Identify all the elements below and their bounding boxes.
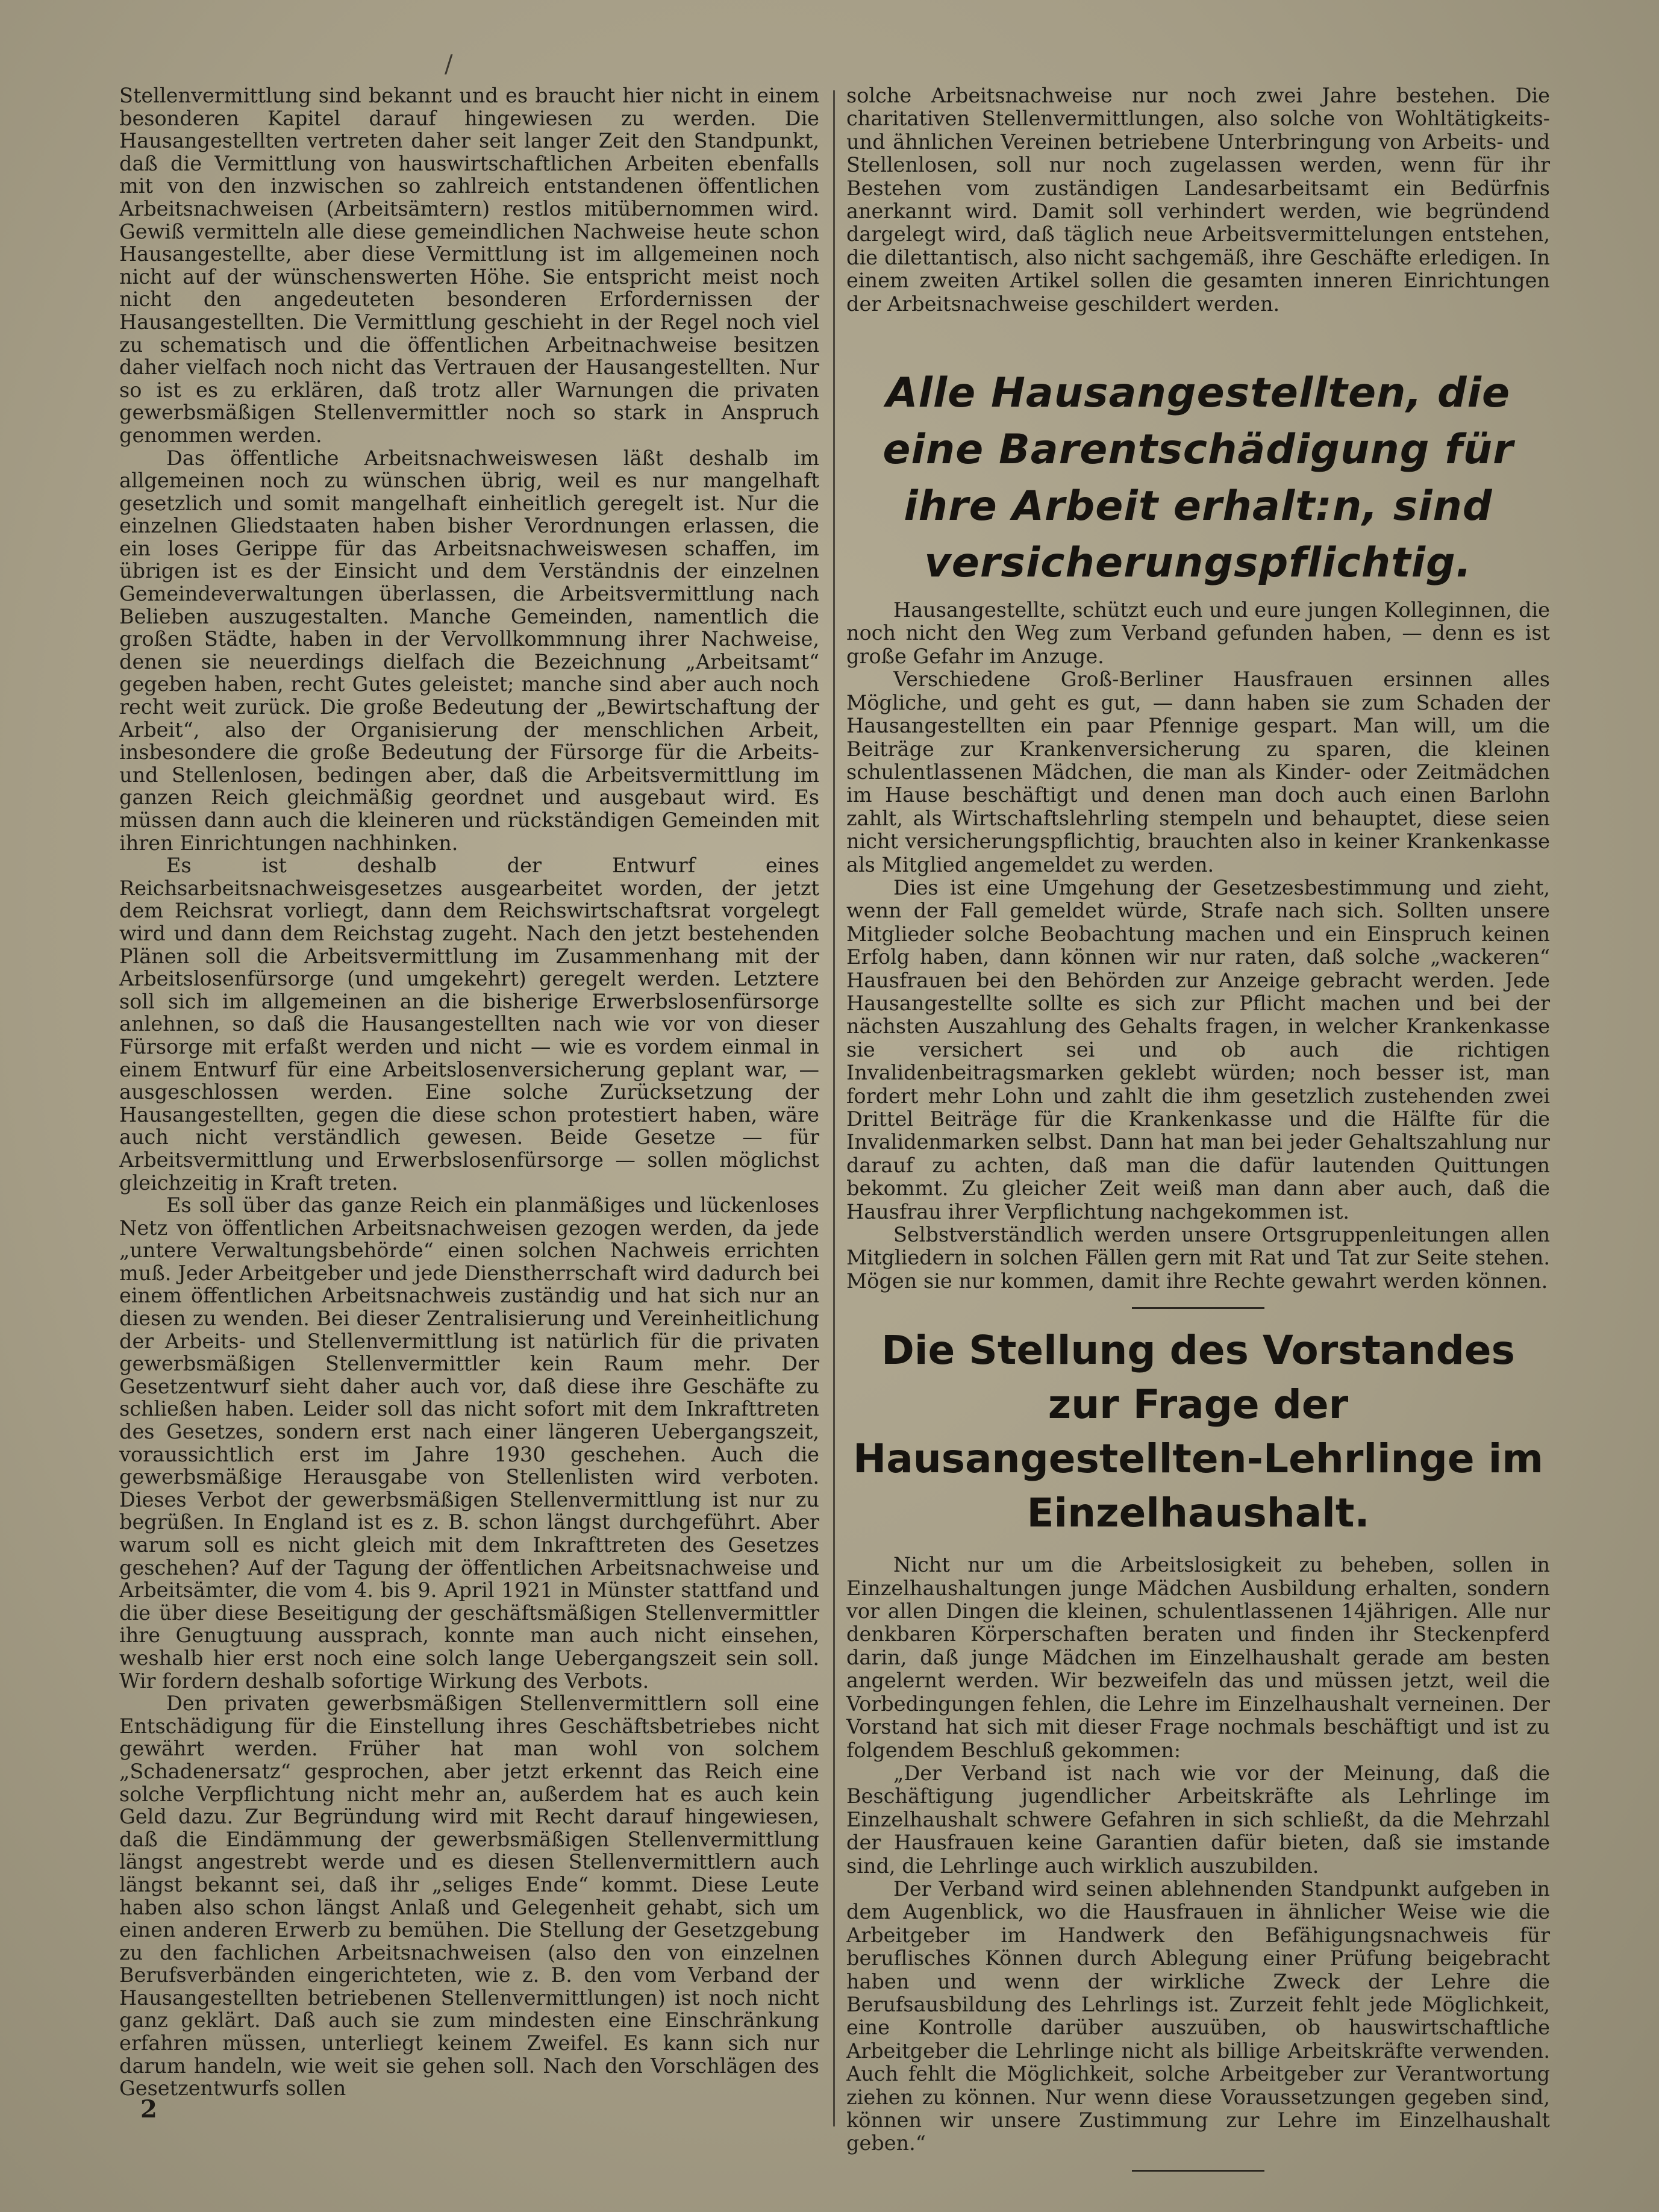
apprentices-paragraph-1: Nicht nur um die Arbeitslosigkeit zu beheben, sollen in Einzelhaushaltungen junge Mädchen Ausbildung erhalten, sondern vor allen Dingen die kleinen, schulentlassenen 14jährigen. Alle nur denkbaren Körperschaften beraten und finden ihr Steckenpferd darin, daß junge Mädchen im Einzelhaushalt gerade am besten angelernt werden. Wir bezweifeln das und müssen jetzt, weil die Vorbedingungen fehlen, die Lehre im Einzelhaushalt verneinen. Der Vorstand hat sich mit dieser Frage nochmals beschäftigt und ist zu folgendem Beschluß gekommen: <box>846 1553 1550 1762</box>
page-number: 2 <box>140 2095 157 2123</box>
left-paragraph-1: Stellenvermittlung sind bekannt und es braucht hier nicht in einem besonderen Kapitel darauf hingewiesen zu werden. Die Hausangestellten vertreten daher seit langer Zeit den Standpunkt, daß die Vermittlung von hauswirtschaftlichen Arbeiten ebenfalls mit von den inzwischen so zahlreich entstandenen öffentlichen Arbeitsnachweisen (Arbeitsämtern) restlos mitübernommen wird. Gewiß vermitteln alle diese gemeindlichen Nachweise heute schon Hausangestellte, aber diese Vermittlung ist im allgemeinen noch nicht auf der wünschenswerten Höhe. Sie entspricht meist noch nicht den angedeuteten besonderen Erfordernissen der Hausangestellten. Die Vermittlung geschieht in der Regel noch viel zu schematisch und die öffentlichen Arbeitnachweise besitzen daher vielfach noch nicht das Vertrauen der Hausangestellten. Nur so ist es zu erklären, daß trotz aller Warnungen die privaten gewerbsmäßigen Stellenvermittler noch so stark in Anspruch genommen werden. <box>119 84 819 447</box>
section-divider-rule <box>1132 1307 1264 1309</box>
insurance-paragraph-1: Hausangestellte, schützt euch und eure jungen Kolleginnen, die noch nicht den Weg zum Verband gefunden haben, — denn es ist große Gefahr im Anzuge. <box>846 598 1550 668</box>
end-divider-rule <box>1132 2170 1264 2172</box>
left-paragraph-2: Das öffentliche Arbeitsnachweiswesen läßt deshalb im allgemeinen noch zu wünschen übrig, weil es nur mangelhaft gesetzlich und somit mangelhaft einheitlich geregelt ist. Nur die einzelnen Gliedstaaten haben bisher Verordnungen erlassen, die ein loses Gerippe für das Arbeitsnachweiswesen schaffen, im übrigen ist es der Einsicht und dem Verständnis der einzelnen Gemeindeverwaltungen überlassen, die Arbeitsvermittlung nach Belieben auszugestalten. Manche Gemeinden, namentlich die großen Städte, haben in der Vervollkommnung ihrer Nachweise, denen sie neuerdings dielfach die Bezeichnung „Arbeitsamt“ gegeben haben, recht Gutes geleistet; manche sind aber auch noch recht weit zurück. Die große Bedeutung der „Bewirtschaftung der Arbeit“, also der Organisierung der menschlichen Arbeit, insbesondere die große Bedeutung der Fürsorge für die Arbeits- und Stellenlosen, bedingen aber, daß die Arbeitsvermittlung im ganzen Reich gleichmäßig geordnet und ausgebaut wird. Es müssen dann auch die kleineren und rückständigen Gemeinden mit ihren Einrichtungen nachhinken. <box>119 446 819 855</box>
column-divider <box>833 90 835 2126</box>
left-paragraph-4: Es soll über das ganze Reich ein planmäßiges und lückenloses Netz von öffentlichen Arbeitsnachweisen gezogen werden, da jede „untere Verwaltungsbehörde“ einen solchen Nachweis errichten muß. Jeder Arbeitgeber und jede Dienstherrschaft wird dadurch bei einem öffentlichen Arbeitsnachweis zuständig und hat sich nur an diesen zu wenden. Bei dieser Zentralisierung und Vereinheitlichung der Arbeits- und Stellenvermittlung ist natürlich für die privaten gewerbsmäßigen Stellenvermittler kein Raum mehr. Der Gesetzentwurf sieht daher auch vor, daß diese ihre Geschäfte zu schließen haben. Leider soll das nicht sofort mit dem Inkrafttreten des Gesetzes, sondern erst nach einer längeren Uebergangszeit, voraussichtlich erst im Jahre 1930 geschehen. Auch die gewerbsmäßige Herausgabe von Stellenlisten wird verboten. Dieses Verbot der gewerbsmäßigen Stellenvermittlung ist nur zu begrüßen. In England ist es z. B. schon längst durchgeführt. Aber warum soll es nicht gleich mit dem Inkrafttreten des Gesetzes geschehen? Auf der Tagung der öffentlichen Arbeitsnachweise und Arbeitsämter, die vom 4. bis 9. April 1921 in Münster stattfand und die über diese Beseitigung der geschäftsmäßigen Stellenvermittler ihre Genugtuung aussprach, konnte man auch nicht einsehen, weshalb hier erst noch eine solch lange Uebergangszeit sein soll. Wir fordern deshalb sofortige Wirkung des Verbots. <box>119 1193 819 1693</box>
right-intro-paragraph: solche Arbeitsnachweise nur noch zwei Jahre bestehen. Die charitativen Stellenvermittlungen, also solche von Wohltätigkeits- und ähnlichen Vereinen betriebene Unterbringung von Arbeits- und Stellenlosen, soll nur noch zugelassen werden, wenn für ihr Bestehen vom zuständigen Landesarbeitsamt ein Bedürfnis anerkannt wird. Damit soll verhindert werden, wie begründend dargelegt wird, daß täglich neue Arbeitsvermittelungen entstehen, die dilettantisch, also nicht sachgemäß, ihre Geschäfte erledigen. In einem zweiten Artikel sollen die gesamten inneren Einrichtungen der Arbeitsnachweise geschildert werden. <box>846 84 1550 316</box>
right-column <box>846 84 1550 2186</box>
corner-pen-mark: / <box>445 51 453 78</box>
left-paragraph-5: Den privaten gewerbsmäßigen Stellenvermittlern soll eine Entschädigung für die Einstellung ihres Geschäftsbetriebes nicht gewährt werden. Früher hat man wohl von solchem „Schadenersatz“ gesprochen, aber jetzt erkennt das Reich eine solche Verpflichtung nicht mehr an, außerdem hat es auch kein Geld dazu. Zur Begründung wird mit Recht darauf hingewiesen, daß die Eindämmung der gewerbsmäßigen Stellenvermittlung längst angestrebt werde und es diesen Stellenvermittlern auch längst bekannt sei, daß ihr „seliges Ende“ kommt. Diese Leute haben also schon längst Anlaß und Gelegenheit gehabt, sich um einen anderen Erwerb zu bemühen. Die Stellung der Gesetzgebung zu den fachlichen Arbeitsnachweisen (also den von einzelnen Berufsverbänden eingerichteten, wie z. B. den vom Verband der Hausangestellten betriebenen Stellenvermittlungen) ist noch nicht ganz geklärt. Daß auch sie zum mindesten eine Einschränkung erfahren müssen, unterliegt keinem Zweifel. Es kann sich nur darum handeln, wie weit sie gehen soll. Nach den Vorschlägen des Gesetzentwurfs sollen <box>119 1692 819 2101</box>
insurance-paragraph-2: Verschiedene Groß-Berliner Hausfrauen ersinnen alles Mögliche, und geht es gut, — dann haben sie zum Schaden der Hausangestellten ein paar Pfennige gespart. Man will, um die Beiträge zur Krankenversicherung zu sparen, die kleinen schulentlassenen Mädchen, die man als Kinder- oder Zeitmädchen im Hause beschäftigt und denen man doch auch einen Barlohn zahlt, als Wirtschaftslehrling stempeln und behauptet, diese seien nicht versicherungspflichtig, brauchten also in keiner Krankenkasse als Mitglied angemeldet zu werden. <box>846 667 1550 876</box>
left-paragraph-3: Es ist deshalb der Entwurf eines Reichsarbeitsnachweisgesetzes ausgearbeitet worden, der jetzt dem Reichsrat vorliegt, dann dem Reichswirtschaftsrat vorgelegt wird und dann dem Reichstag zugeht. Nach den jetzt bestehenden Plänen soll die Arbeitsvermittlung im Zusammenhang mit der Arbeitslosenfürsorge (und umgekehrt) geregelt werden. Letztere soll sich im allgemeinen an die bisherige Erwerbslosenfürsorge anlehnen, so daß die Hausangestellten nach wie vor von dieser Fürsorge mit erfaßt werden und nicht — wie es vordem einmal in einem Entwurf für eine Arbeitslosenversicherung geplant war, — ausgeschlossen werden. Eine solche Zurücksetzung der Hausangestellten, gegen die diese schon protestiert haben, wäre auch nicht verständlich gewesen. Beide Gesetze — für Arbeitsvermittlung und Erwerbslosenfürsorge — sollen möglichst gleichzeitig in Kraft treten. <box>119 854 819 1195</box>
insurance-paragraph-3: Dies ist eine Umgehung der Gesetzesbestimmung und zieht, wenn der Fall gemeldet würde, Strafe nach sich. Sollten unsere Mitglieder solche Beobachtung machen und ein Einspruch keinen Erfolg haben, dann können wir nur raten, daß solche „wackeren“ Hausfrauen bei den Behörden zur Anzeige gebracht werden. Jede Hausangestellte sollte es sich zur Pflicht machen und bei der nächsten Auszahlung des Gehalts fragen, in welcher Krankenkasse sie versichert sei und ob auch die richtigen Invalidenbeitragsmarken geklebt würden; noch besser ist, man fordert mehr Lohn und zahlt die ihm gesetzlich zustehenden zwei Drittel Beiträge für die Krankenkasse und die Hälfte für die Invalidenmarken selbst. Dann hat man bei jeder Gehaltszahlung nur darauf zu achten, daß man die dafür lautenden Quittungen bekommt. Zu gleicher Zeit weiß man dann aber auch, daß die Hausfrau ihrer Verpflichtung nachgekommen ist. <box>846 875 1550 1223</box>
board-resolution-quote <box>846 1762 1550 2155</box>
quote-paragraph-2: Der Verband wird seinen ablehnenden Standpunkt aufgeben in dem Augenblick, wo die Hausfrauen in ähnlicher Weise wie die Arbeitgeber im Handwerk den Befähigungsnachweis für beruflisches Können durch Ablegung einer Prüfung beigebracht haben und wenn der wirkliche Zweck der Lehre die Berufsausbildung des Lehrlings ist. Zurzeit fehlt jede Möglichkeit, eine Kontrolle darüber auszuüben, ob hauswirtschaftliche Arbeitgeber die Lehrlinge nicht als billige Arbeitskräfte verwenden. Auch fehlt die Möglichkeit, solche Arbeitgeber zur Verantwortung ziehen zu können. Nur wenn diese Voraussetzungen gegeben sind, können wir unsere Zustimmung zur Lehre im Einzelhaushalt geben.“ <box>846 1876 1550 2155</box>
article-headline-apprentices: Die Stellung des Vorstandes zur Frage der Hausangestellten-Lehrlinge im Einzelhaushalt. <box>852 1327 1544 1537</box>
insurance-paragraph-4: Selbstverständlich werden unsere Ortsgruppenleitungen allen Mitgliedern in solchen Fällen gern mit Rat und Tat zur Seite stehen. Mögen sie nur kommen, damit ihre Rechte gewahrt werden können. <box>846 1223 1550 1293</box>
left-column <box>119 84 819 2100</box>
article-headline-insurance: Alle Hausangestellten, die eine Barentschädigung für ihre Arbeit erhalt:n, sind versicherungspflichtig. <box>883 369 1514 587</box>
quote-paragraph-1: „Der Verband ist nach wie vor der Meinung, daß die Beschäftigung jugendlicher Arbeitskräfte als Lehrlinge im Einzelhaushalt schwere Gefahren in sich schließt, da die Mehrzahl der Hausfrauen keine Garantien dafür bieten, daß sie imstande sind, die Lehrlinge auch wirklich auszubilden. <box>846 1761 1550 1878</box>
